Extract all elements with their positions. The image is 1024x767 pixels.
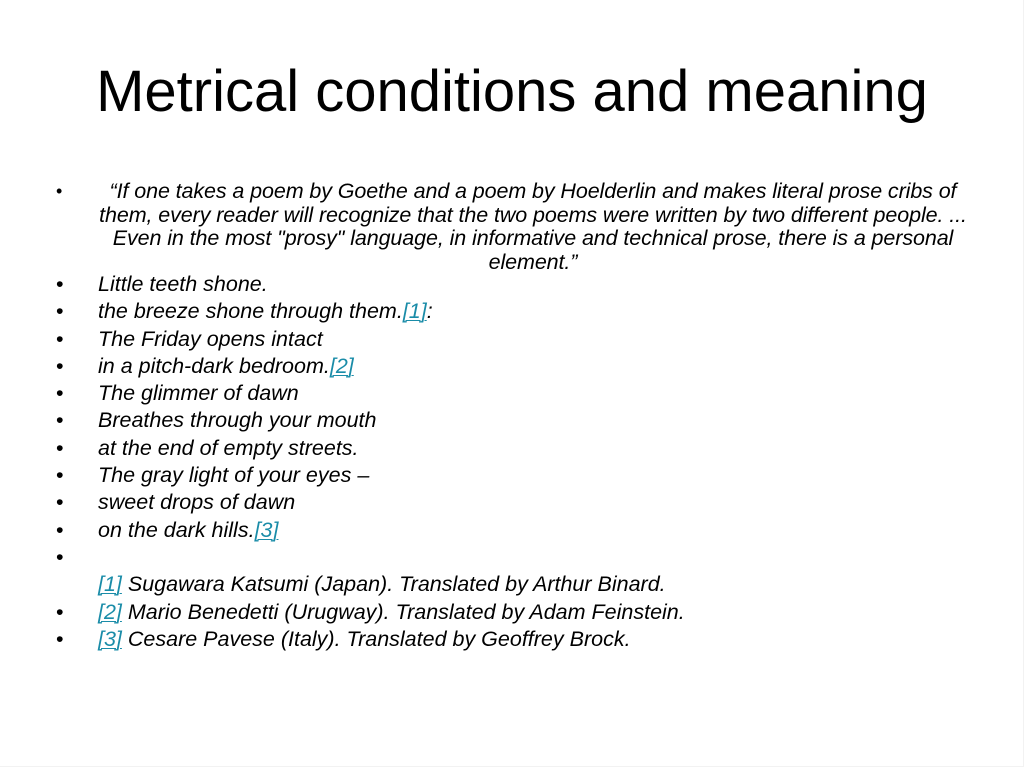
footnote-anchor-3[interactable]: [3] bbox=[98, 626, 122, 651]
bullet-dot: • bbox=[56, 599, 64, 624]
bullet-dot: • bbox=[56, 326, 64, 351]
quote-block bbox=[56, 180, 976, 274]
poem-line bbox=[56, 407, 956, 434]
bullet-dot: • bbox=[56, 435, 64, 460]
poem-line bbox=[56, 271, 956, 298]
bullet-dot: • bbox=[56, 353, 64, 378]
bullet-dot: • bbox=[56, 408, 64, 433]
poem-line bbox=[56, 435, 956, 462]
bullet-dot: • bbox=[56, 517, 64, 542]
poem-line-text: on the dark hills. bbox=[98, 517, 255, 542]
bullet-dot: • bbox=[56, 463, 64, 488]
footnote-anchor-2[interactable]: [2] bbox=[98, 599, 122, 624]
poem-line-suffix: : bbox=[426, 299, 433, 324]
bullet-dot: • bbox=[56, 626, 64, 651]
footnote-text: Sugawara Katsumi (Japan). Translated by Arthur Binard. bbox=[121, 572, 666, 597]
poem-line bbox=[56, 517, 956, 544]
bullet-dot: • bbox=[56, 299, 64, 324]
footnote-ref-link-3[interactable]: [3] bbox=[254, 517, 279, 542]
poem-line bbox=[56, 353, 956, 380]
footnote-ref-link-1[interactable]: [1] bbox=[402, 299, 427, 324]
bullet-dot: • bbox=[56, 272, 64, 296]
bullet-dot: • bbox=[56, 544, 64, 569]
poem-line bbox=[56, 298, 956, 325]
bullet-dot: • bbox=[56, 490, 64, 515]
slide-title: Metrical conditions and meaning bbox=[96, 59, 928, 124]
footnote-anchor-1[interactable]: [1] bbox=[98, 572, 122, 597]
poem-line bbox=[56, 489, 956, 516]
poem-line-text: The gray light of your eyes – bbox=[98, 463, 370, 488]
footnote-item bbox=[56, 544, 956, 599]
poem-line bbox=[56, 326, 956, 353]
footnote-text: Mario Benedetti (Urugway). Translated by Adam Feinstein. bbox=[121, 599, 685, 624]
footnote-item bbox=[56, 599, 956, 626]
bullet-list bbox=[56, 271, 956, 653]
footnote-item bbox=[56, 626, 956, 653]
poem-line-text: at the end of empty streets. bbox=[98, 435, 359, 460]
poem-line bbox=[56, 462, 956, 489]
poem-line-text: Little teeth shone. bbox=[98, 272, 268, 296]
poem-line-text: the breeze shone through them. bbox=[98, 299, 403, 324]
footnote-ref-link-2[interactable]: [2] bbox=[329, 353, 354, 378]
footnote-text: Cesare Pavese (Italy). Translated by Geoffrey Brock. bbox=[121, 626, 631, 651]
poem-line bbox=[56, 380, 956, 407]
bullet-dot: • bbox=[56, 381, 64, 406]
bullet-dot: • bbox=[56, 181, 63, 201]
poem-line-text: The glimmer of dawn bbox=[98, 381, 299, 406]
poem-line-text: The Friday opens intact bbox=[98, 326, 323, 351]
quote-text: “If one takes a poem by Goethe and a poem by Hoelderlin and makes literal prose cribs of them, every reader will recognize that the two poems were written by two different people. ... Even in the most "prosy" language, in informative and technical prose, there is a personal element.” bbox=[99, 179, 967, 274]
poem-line-text: sweet drops of dawn bbox=[98, 490, 296, 515]
poem-line-text: in a pitch-dark bedroom. bbox=[98, 353, 330, 378]
poem-line-text: Breathes through your mouth bbox=[98, 408, 377, 433]
